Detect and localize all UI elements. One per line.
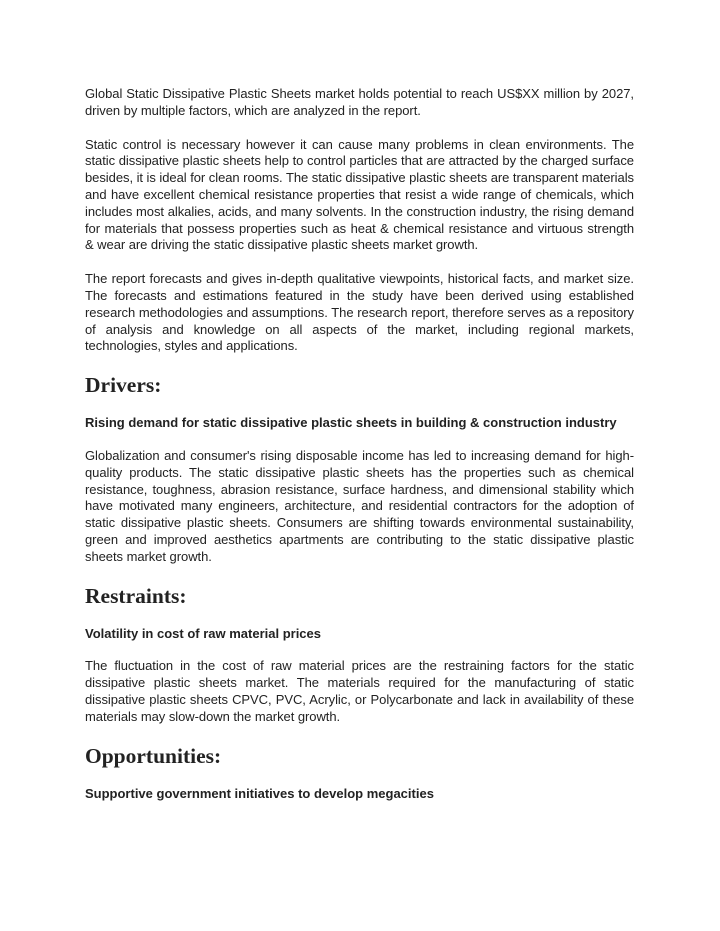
restraints-subheading: Volatility in cost of raw material prices: [85, 625, 321, 641]
restraints-paragraph: The fluctuation in the cost of raw material prices are the restraining factors for the static dissipative plastic sheets market. The materials required for the manufacturing of static dissipative plastic sheets CPVC, PVC, Acrylic, or Polycarbonate and lack in availability of these materials may slow-down the market growth.: [85, 658, 634, 724]
opportunities-subheading: Supportive government initiatives to develop megacities: [85, 785, 434, 801]
intro-paragraph-static-control: Static control is necessary however it can cause many problems in clean environments. The static dissipative plastic sheets help to control particles that are attracted by the charged surface besides, it is ideal for clean rooms. The static dissipative plastic sheets are transparent materials and have excellent chemical resistance properties that resist a wide range of chemicals, which includes most alkalies, acids, and many solvents. In the construction industry, the rising demand for materials that possess properties such as heat & chemical resistance and virtuous strength & wear are driving the static dissipative plastic sheets market growth.: [85, 136, 634, 253]
drivers-subheading: Rising demand for static dissipative plastic sheets in building & construction industry: [85, 415, 617, 431]
restraints-heading: Restraints:: [85, 583, 187, 608]
intro-paragraph-report-forecasts: The report forecasts and gives in-depth qualitative viewpoints, historical facts, and market size. The forecasts and estimations featured in the study have been derived using established research methodologies and assumptions. The research report, therefore serves as a repository of analysis and knowledge on all aspects of the market, including regional markets, technologies, styles and applications.: [85, 271, 634, 354]
intro-paragraph-market-potential: Global Static Dissipative Plastic Sheets market holds potential to reach US$XX million by 2027, driven by multiple factors, which are analyzed in the report.: [85, 86, 634, 118]
document-page: [85, 86, 634, 818]
drivers-paragraph: Globalization and consumer's rising disposable income has led to increasing demand for high-quality products. The static dissipative plastic sheets has the properties such as chemical resistance, toughness, abrasion resistance, surface hardness, and dimensional stability which have motivated many engineers, architecture, and residential contractors for the adoption of static dissipative plastic sheets. Consumers are shifting towards environmental sustainability, green and improved aesthetics apartments are contributing to the static dissipative plastic sheets market growth.: [85, 447, 634, 564]
opportunities-heading: Opportunities:: [85, 743, 222, 768]
drivers-heading: Drivers:: [85, 373, 162, 398]
